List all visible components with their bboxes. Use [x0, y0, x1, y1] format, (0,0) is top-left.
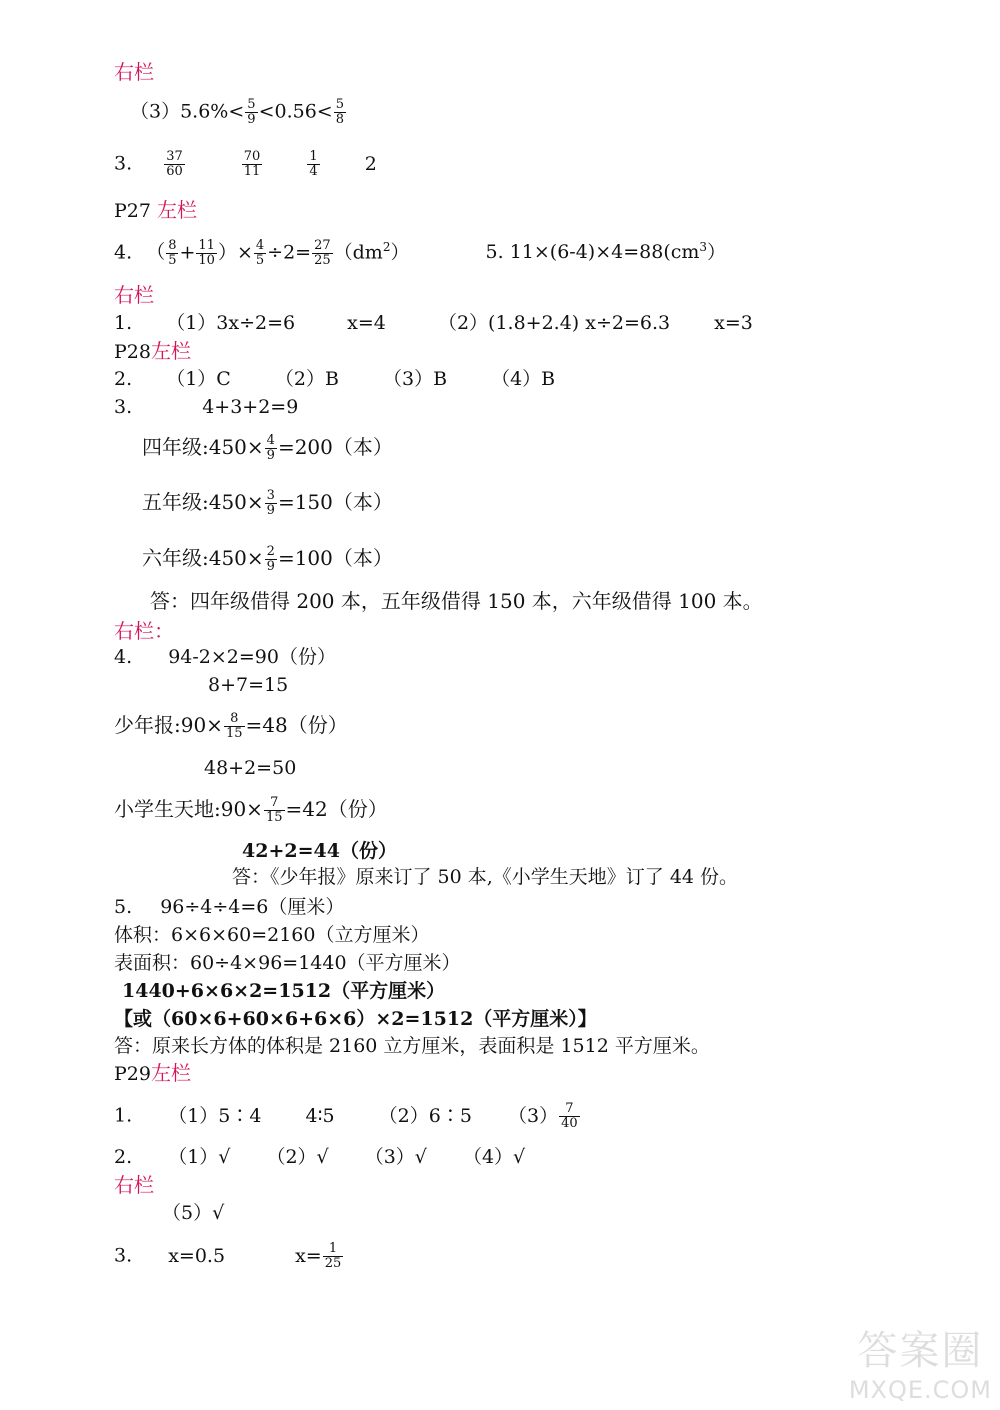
expr-text: （4）√: [462, 1146, 526, 1168]
answer-line: 48+2=50: [204, 757, 297, 779]
question-number: 1.: [114, 1104, 133, 1127]
expr-text: 四年级:450×: [142, 435, 264, 459]
expr-text: 小学生天地:90×: [114, 797, 263, 821]
watermark-url: MXQE.COM: [848, 1376, 992, 1404]
answer-line: [142, 489, 393, 518]
expr-text: （3）: [507, 1104, 559, 1127]
fraction: $\frac{27}{25}$: [314, 237, 331, 268]
answer-line: 8+7=15: [208, 674, 289, 696]
answer-sentence: 答：原来长方体的体积是 2160 立方厘米，表面积是 1512 平方厘米。: [114, 1035, 710, 1057]
expr-text: （3）√: [364, 1146, 427, 1168]
section-label-right-column: 右栏: [114, 1173, 154, 1197]
answer-line: [142, 434, 393, 463]
expr-text: x=: [295, 1244, 322, 1267]
fraction: $\frac{7}{40}$: [561, 1101, 578, 1131]
fraction: $\frac{4}{9}$: [266, 433, 275, 463]
page-header: [114, 199, 197, 222]
question-number: 3.: [114, 1244, 133, 1267]
expr-text: （: [146, 241, 166, 264]
expr-text: （1）√: [168, 1146, 231, 1168]
expr-text: 4∶5: [305, 1104, 335, 1127]
question-number: 4.: [114, 241, 133, 264]
expr-text: ）×: [217, 241, 253, 264]
section-label-right-column: 右栏：: [114, 619, 174, 643]
expr-text: 少年报:90×: [114, 713, 223, 737]
fraction: $\frac{2}{9}$: [266, 544, 275, 574]
expr-text: =150（本）: [277, 490, 393, 514]
watermark-title: 答案圈: [857, 1328, 984, 1374]
page-header: [114, 340, 191, 363]
answer-line: [142, 545, 393, 574]
question-number: 4.: [114, 646, 133, 668]
expr-text: 5. 11×(6-4)×4=88(cm: [485, 241, 700, 264]
question-number: 2.: [114, 1146, 133, 1168]
expr-text: （2）B: [274, 368, 339, 390]
expr-text: （dm: [333, 241, 383, 264]
expr-text: （2）√: [266, 1146, 329, 1168]
question-number: 1.: [114, 312, 133, 334]
answer-line: [114, 368, 555, 390]
answer-line: 1440+6×6×2=1512（平方厘米）: [122, 980, 446, 1002]
fraction: $\frac{3}{9}$: [266, 488, 275, 518]
section-label-left-column: 左栏: [150, 339, 191, 363]
question-number: 5.: [114, 896, 133, 918]
answer-line: [114, 312, 753, 334]
expr-text: =42（份）: [285, 797, 388, 821]
fraction: $\frac{1}{25}$: [324, 1241, 342, 1271]
expr-text: x=0.5: [168, 1244, 226, 1267]
expr-text: <0.56<: [258, 100, 333, 123]
expr-text: 96÷4÷4=6（厘米）: [160, 896, 345, 918]
answer-line: [114, 1146, 525, 1168]
answer-line: 42+2=44（份）: [242, 840, 397, 862]
expr-text: =200（本）: [277, 435, 393, 459]
expr-text: x=3: [714, 312, 753, 334]
fraction: $\frac{11}{10}$: [198, 237, 215, 268]
expr-text: 五年级:450×: [142, 490, 264, 514]
answer-line: [114, 1102, 581, 1131]
section-label-left-column: 左栏: [157, 198, 198, 222]
expr-text: 94-2×2=90（份）: [168, 646, 336, 668]
answer-line: （5）√: [162, 1202, 225, 1224]
page-number: P29: [114, 1063, 151, 1085]
answer-value: 2: [364, 152, 377, 175]
answer-sentence: 答：四年级借得 200 本，五年级借得 150 本，六年级借得 100 本。: [150, 589, 763, 613]
expr-text: （2）6∶5: [378, 1104, 472, 1127]
expr-text: 4+3+2=9: [202, 396, 299, 418]
fraction: $\frac{70}{11}$: [243, 149, 261, 179]
expr-text: （2）(1.8+2.4) x÷2=6.3: [437, 312, 671, 334]
fraction: $\frac{1}{4}$: [309, 149, 318, 179]
answer-line: [114, 712, 348, 741]
answer-line: [114, 236, 726, 268]
answer-line: [114, 896, 344, 918]
fraction: $\frac{7}{15}$: [265, 795, 283, 825]
question-number: 2.: [114, 368, 133, 390]
page-number: P28: [114, 341, 151, 363]
expr-text: （4）B: [491, 368, 556, 390]
fraction: $\frac{37}{60}$: [166, 149, 183, 179]
superscript: 3: [699, 240, 708, 254]
answer-line: 【或（60×6+60×6+6×6）×2=1512（平方厘米）】: [114, 1008, 597, 1030]
expr-text: =48（份）: [245, 713, 348, 737]
expr-text: ）: [707, 241, 727, 264]
expr-text: 六年级:450×: [142, 546, 264, 570]
answer-line: [114, 646, 336, 668]
answer-line: [114, 796, 388, 825]
expr-text: （1）C: [166, 368, 231, 390]
expr-text: ÷2=: [267, 241, 312, 264]
watermark-logo: [849, 1319, 992, 1404]
fraction: $\frac{5}{8}$: [335, 97, 344, 127]
answer-sentence: 答：《少年报》原来订了 50 本,《小学生天地》订了 44 份。: [232, 866, 739, 888]
fraction: $\frac{4}{5}$: [255, 237, 265, 268]
question-number: 3.: [114, 396, 133, 418]
answer-line: [114, 396, 298, 418]
expr-text: x=4: [347, 312, 386, 334]
fraction: $\frac{8}{5}$: [168, 237, 177, 268]
section-label-left-column: 左栏: [150, 1061, 191, 1085]
answer-line: [114, 150, 377, 179]
expr-text: =100（本）: [277, 546, 393, 570]
page-header: [114, 1062, 191, 1085]
superscript: 2: [382, 240, 391, 254]
expr-text: ）: [390, 241, 410, 264]
section-label-right-column: 右栏: [114, 283, 154, 307]
expr-text: （3）5.6%<: [130, 100, 245, 123]
answer-line: [130, 98, 347, 127]
page-number: P27: [114, 200, 151, 222]
question-number: 3.: [114, 152, 133, 175]
answer-line: 体积：6×6×60=2160（立方厘米）: [114, 924, 430, 946]
expr-text: （1）5∶4: [168, 1104, 262, 1127]
fraction: $\frac{5}{9}$: [247, 97, 256, 127]
answer-line: [114, 1242, 344, 1271]
answer-line: 表面积：60÷4×96=1440（平方厘米）: [114, 952, 461, 974]
expr-text: +: [179, 241, 196, 264]
expr-text: （1）3x÷2=6: [166, 312, 296, 334]
fraction: $\frac{8}{15}$: [225, 711, 243, 741]
section-label-right-column: 右栏: [114, 60, 154, 84]
expr-text: （3）B: [382, 368, 448, 390]
